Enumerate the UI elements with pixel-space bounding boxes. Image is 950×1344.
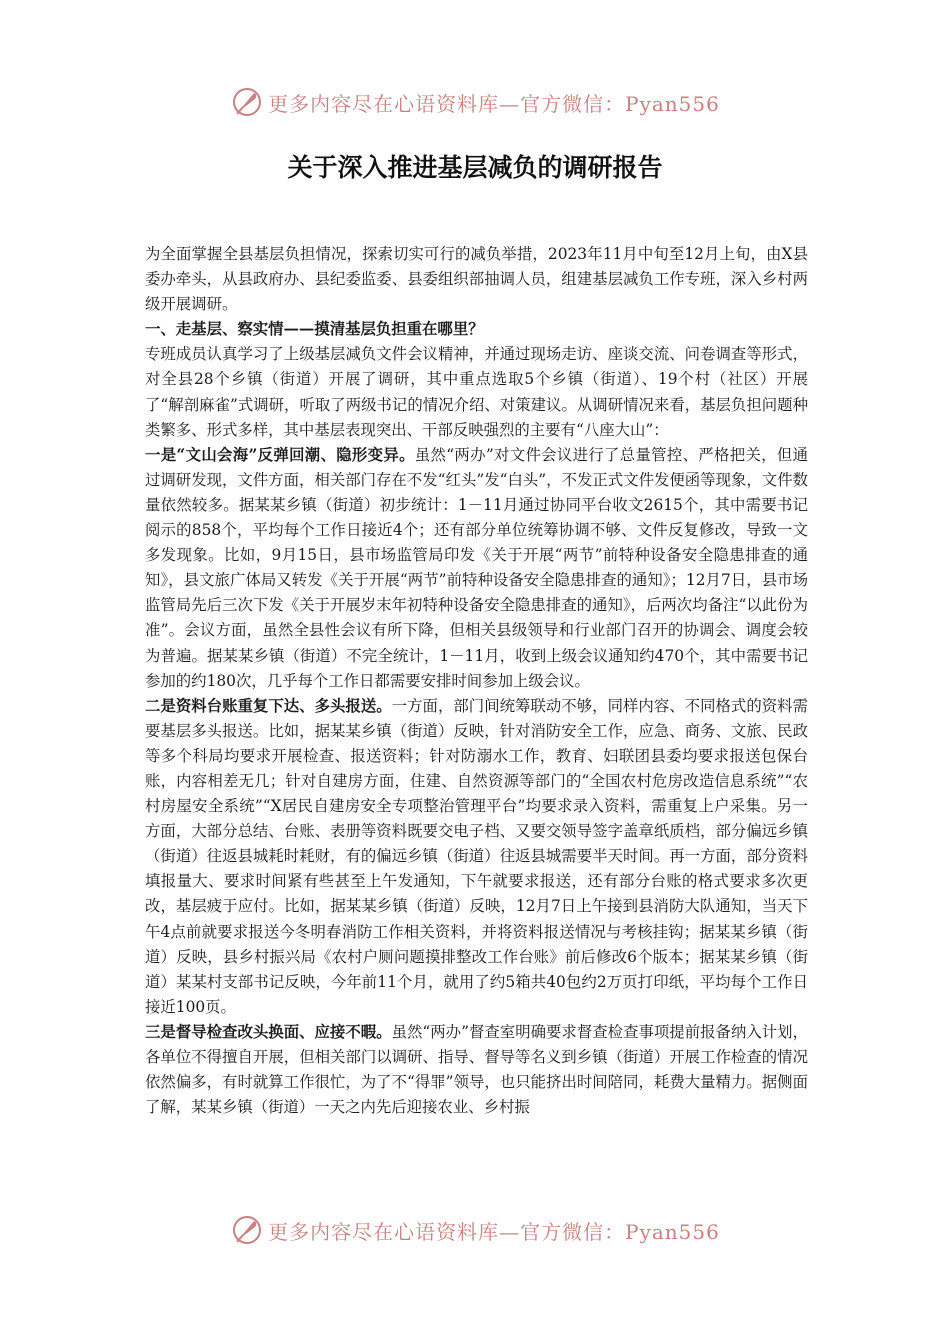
header-banner [0,82,950,122]
point-paragraph-2 [145,694,808,1020]
point-paragraph-3 [145,1020,808,1120]
point-text-1: 虽然“两办”对文件会议进行了总量管控、严格把关，但通过调研发现，文件方面，相关部门存在不发“红头”发“白头”，不发正式文件发便函等现象，文件数量依然较多。据某某乡镇（街道）初步统计：1－11月通过协同平台收文2615个，其中需要书记阅示的858个，平均每个工作日接近4个；还有部分单位统筹协调不够、文件反复修改，导致一文多发现象。比如，9月15日，县市场监管局印发《关于开展“两节”前特种设备安全隐患排查的通知》，县文旅广体局又转发《关于开展“两节”前特种设备安全隐患排查的通知》；12月7日，县市场监管局先后三次下发《关于开展岁末年初特种设备安全隐患排查的通知》，后两次均备注“以此份为准”。会议方面，虽然全县性会议有所下降，但相关县级领导和行业部门召开的协调会、调度会较为普遍。据某某乡镇（街道）不完全统计，1－11月，收到上级会议通知约470个，其中需要书记参加的约180次，几乎每个工作日都需要安排时间参加上级会议。 [145,445,808,690]
point-text-2: 一方面，部门间统筹联动不够，同样内容、不同格式的资料需要基层多头报送。比如，据某某乡镇（街道）反映，针对消防安全工作，应急、商务、文旅、民政等多个科局均要求开展检查、报送资料；针对防溺水工作，教育、妇联团县委均要求报送包保台账，内容相差无几；针对自建房方面，住建、自然资源等部门的“全国农村危房改造信息系统”“农村房屋安全系统”“X居民自建房安全专项整治管理平台”均要求录入资料，需重复上户采集。另一方面，大部分总结、台账、表册等资料既要交电子档、又要交领导签字盖章纸质档，部分偏远乡镇（街道）往返县城耗时耗财，有的偏远乡镇（街道）往返县城需要半天时间。再一方面，部分资料填报量大、要求时间紧有些甚至上午发通知，下午就要求报送，还有部分台账的格式要求多次更改，基层疲于应付。比如，据某某乡镇（街道）反映，12月7日上午接到县消防大队通知，当天下午4点前就要求报送今冬明春消防工作相关资料，并将资料报送情况与考核挂钩；据某某乡镇（街道）反映，县乡村振兴局《农村户厕问题摸排整改工作台账》前后修改6个版本；据某某乡镇（街道）某某村支部书记反映，今年前11个月，就用了约5箱共40包约2万页打印纸，平均每个工作日接近100页。 [145,696,808,1016]
point-lead-1: 一是“文山会海”反弹回潮、隐形变异。 [145,445,415,464]
document-body [145,242,808,1120]
point-lead-3: 三是督导检查改头换面、应接不暇。 [145,1022,392,1041]
section-heading: 一、走基层、察实情——摸清基层负担重在哪里？ [145,320,484,339]
section-paragraph: 专班成员认真学习了上级基层减负文件会议精神，并通过现场走访、座谈交流、问卷调查等形式，对全县28个乡镇（街道）开展了调研，其中重点选取5个乡镇（街道）、19个村（社区）开展了“解剖麻雀”式调研，听取了两级书记的情况介绍、对策建议。从调研情况来看，基层负担问题种类繁多、形式多样，其中基层表现突出、干部反映强烈的主要有“八座大山”： [145,345,808,439]
point-paragraph-1 [145,443,808,694]
banner-text: 更多内容尽在心语资料库—官方微信：Pyan556 [268,91,720,116]
point-text-3: 虽然“两办”督查室明确要求督查检查事项提前报备纳入计划，各单位不得擅自开展，但相关部门以调研、指导、督导等名义到乡镇（街道）开展工作检查的情况依然偏多，有时就算工作很忙，为了不“得罪”领导，也只能挤出时间陪同，耗费大量精力。据侧面了解，某某乡镇（街道）一天之内先后迎接农业、乡村振 [145,1022,808,1117]
point-lead-2: 二是资料台账重复下达、多头报送。 [145,696,392,715]
footer-banner [0,1210,950,1250]
feather-pen-icon [230,85,264,119]
feather-pen-icon [230,1213,264,1247]
intro-paragraph: 为全面掌握全县基层负担情况，探索切实可行的减负举措，2023年11月中旬至12月上旬，由X县委办牵头，从县政府办、县纪委监委、县委组织部抽调人员，组建基层减负工作专班，深入乡村两级开展调研。 [145,245,808,314]
banner-text: 更多内容尽在心语资料库—官方微信：Pyan556 [268,1219,720,1244]
page-title: 关于深入推进基层减负的调研报告 [287,153,663,182]
